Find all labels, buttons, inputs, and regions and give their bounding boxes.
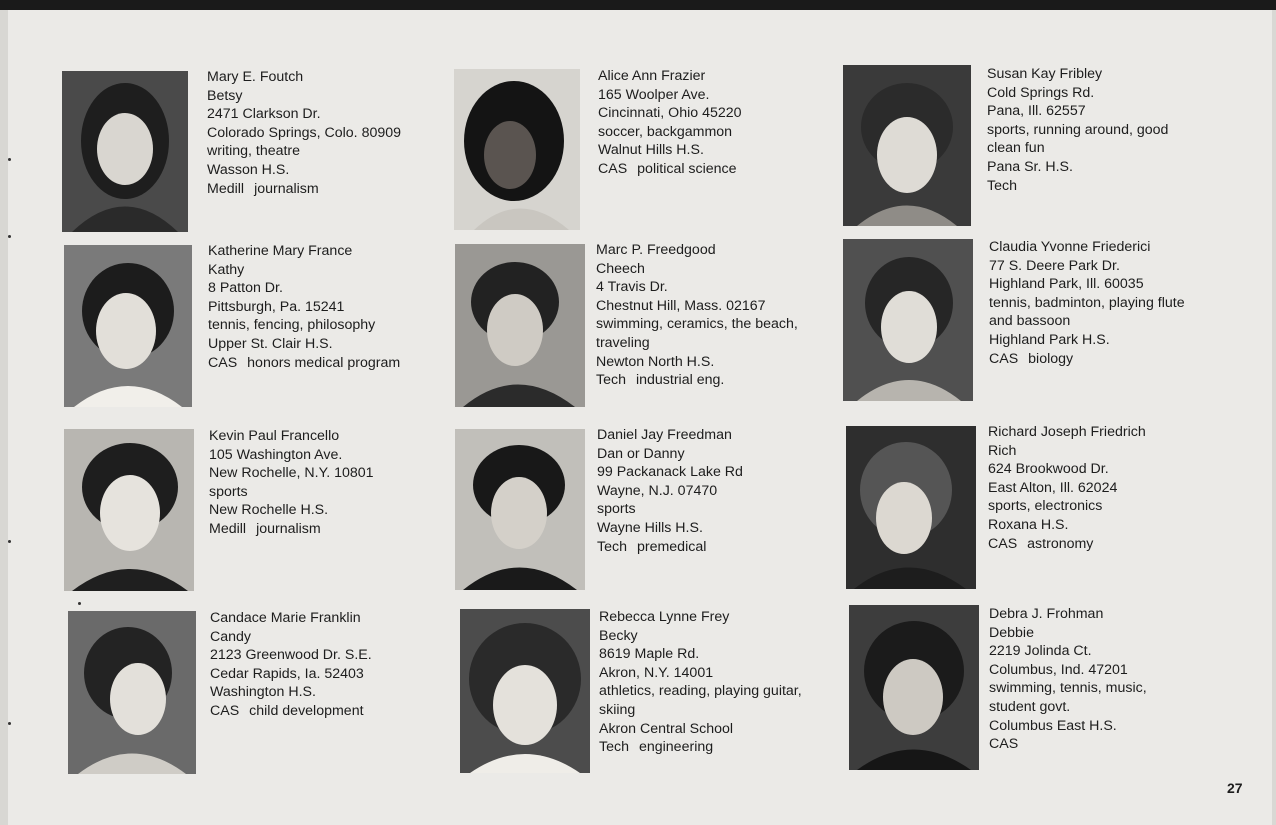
high-school: Wasson H.S. [207, 161, 290, 178]
activities: sports [597, 501, 636, 518]
city-state-zip: East Alton, Ill. 62024 [988, 479, 1118, 496]
nickname: Betsy [207, 87, 243, 104]
high-school: Highland Park H.S. [989, 331, 1110, 348]
activities: tennis, fencing, philosophy [208, 317, 376, 334]
page-number: 27 [1227, 780, 1243, 796]
student-entry [208, 242, 438, 372]
student-portrait-photo [843, 239, 973, 401]
college: CAS [988, 535, 1018, 552]
high-school: Walnut Hills H.S. [598, 142, 704, 159]
college-major [210, 702, 440, 721]
activities: soccer, backgammon [598, 123, 733, 140]
city-state-zip: Columbus, Ind. 47201 [989, 661, 1128, 678]
activities: sports, electronics [988, 498, 1103, 515]
student-entry [209, 427, 439, 539]
city-state-zip: Highland Park, Ill. 60035 [989, 276, 1144, 293]
binding-hole [8, 722, 11, 725]
student-portrait-photo [454, 69, 580, 230]
major: industrial eng. [635, 372, 725, 389]
student-portrait-photo [460, 609, 590, 773]
activities: sports, running around, good [987, 121, 1169, 138]
street-address: Cold Springs Rd. [987, 84, 1095, 101]
student-entry [989, 238, 1219, 368]
student-portrait-photo [64, 245, 192, 407]
city-state-zip: Pana, Ill. 62557 [987, 103, 1086, 120]
student-portrait-photo [846, 426, 976, 589]
student-name: Daniel Jay Freedman [597, 427, 732, 443]
college: CAS [989, 350, 1019, 367]
city-state-zip: Chestnut Hill, Mass. 02167 [596, 297, 766, 314]
activities-continued: traveling [596, 334, 650, 351]
high-school: Washington H.S. [210, 684, 316, 701]
college-major [208, 354, 438, 373]
scan-left-edge [0, 10, 8, 825]
street-address: 99 Packanack Lake Rd [597, 464, 743, 481]
scan-top-edge [0, 0, 1276, 10]
street-address: 624 Brookwood Dr. [988, 461, 1109, 478]
college-major [599, 738, 829, 757]
student-name: Candace Marie Franklin [210, 610, 361, 626]
binding-hole [8, 235, 11, 238]
major: biology [1028, 350, 1074, 367]
nickname: Debbie [989, 624, 1034, 641]
street-address: 4 Travis Dr. [596, 279, 668, 296]
print-speck [78, 602, 81, 605]
major: honors medical program [247, 354, 401, 371]
major: engineering [638, 739, 714, 756]
student-name: Claudia Yvonne Friederici [989, 239, 1151, 255]
college-major [596, 371, 826, 390]
city-state-zip: Pittsburgh, Pa. 15241 [208, 298, 345, 315]
activities-continued: student govt. [989, 698, 1071, 715]
nickname: Becky [599, 627, 638, 644]
activities: swimming, tennis, music, [989, 680, 1147, 697]
street-address: 105 Washington Ave. [209, 446, 343, 463]
activities-continued: and bassoon [989, 313, 1071, 330]
college-major [597, 538, 827, 557]
city-state-zip: Colorado Springs, Colo. 80909 [207, 124, 402, 141]
student-name: Kevin Paul Francello [209, 428, 340, 444]
city-state-zip: Wayne, N.J. 07470 [597, 482, 718, 499]
student-name: Susan Kay Fribley [987, 66, 1103, 82]
nickname: Kathy [208, 261, 245, 278]
student-name: Marc P. Freedgood [596, 242, 716, 258]
city-state-zip: New Rochelle, N.Y. 10801 [209, 465, 374, 482]
high-school: Columbus East H.S. [989, 717, 1117, 734]
student-portrait-photo [849, 605, 979, 770]
activities: sports [209, 483, 248, 500]
street-address: 2471 Clarkson Dr. [207, 106, 321, 123]
city-state-zip: Akron, N.Y. 14001 [599, 664, 714, 681]
student-entry [596, 241, 826, 390]
city-state-zip: Cincinnati, Ohio 45220 [598, 105, 742, 122]
college-major [988, 535, 1218, 554]
street-address: 2219 Jolinda Ct. [989, 643, 1092, 660]
student-entry [988, 423, 1218, 553]
nickname: Candy [210, 628, 252, 645]
student-entry [987, 65, 1217, 195]
major: premedical [636, 538, 707, 555]
student-portrait-photo [843, 65, 971, 226]
student-entry [207, 68, 437, 198]
city-state-zip: Cedar Rapids, Ia. 52403 [210, 665, 364, 682]
college: Tech [599, 739, 629, 756]
student-entry [210, 609, 440, 721]
college: CAS [210, 702, 240, 719]
student-entry [598, 67, 828, 179]
college: CAS [598, 160, 628, 177]
major: astronomy [1027, 535, 1094, 552]
college-major [207, 180, 437, 199]
street-address: 8 Patton Dr. [208, 280, 283, 297]
activities: tennis, badminton, playing flute [989, 294, 1185, 311]
street-address: 2123 Greenwood Dr. S.E. [210, 647, 372, 664]
nickname: Dan or Danny [597, 445, 685, 462]
street-address: 8619 Maple Rd. [599, 646, 700, 663]
college-major [989, 350, 1219, 369]
activities-continued: skiing [599, 701, 636, 718]
college: CAS [208, 354, 238, 371]
student-entry [599, 608, 829, 757]
college: Tech [987, 177, 1017, 194]
activities: athletics, reading, playing guitar, [599, 683, 802, 700]
student-portrait-photo [62, 71, 188, 232]
student-name: Rebecca Lynne Frey [599, 609, 730, 625]
street-address: 77 S. Deere Park Dr. [989, 257, 1120, 274]
activities: swimming, ceramics, the beach, [596, 316, 798, 333]
student-entry [989, 605, 1219, 754]
student-portrait-photo [455, 244, 585, 407]
binding-hole [8, 158, 11, 161]
high-school: Wayne Hills H.S. [597, 519, 703, 536]
high-school: Roxana H.S. [988, 516, 1069, 533]
college: Tech [596, 372, 626, 389]
student-name: Richard Joseph Friedrich [988, 424, 1146, 440]
major: political science [637, 160, 737, 177]
student-portrait-photo [64, 429, 194, 591]
activities: writing, theatre [207, 143, 301, 160]
college: Tech [597, 538, 627, 555]
activities-continued: clean fun [987, 140, 1045, 157]
student-name: Debra J. Frohman [989, 606, 1104, 622]
student-name: Mary E. Foutch [207, 69, 304, 85]
college-major [209, 520, 439, 539]
high-school: New Rochelle H.S. [209, 502, 329, 519]
high-school: Akron Central School [599, 720, 734, 737]
college-major [598, 160, 828, 179]
high-school: Pana Sr. H.S. [987, 158, 1073, 175]
major: journalism [254, 180, 319, 197]
nickname: Cheech [596, 260, 645, 277]
college: Medill [209, 520, 247, 537]
nickname: Rich [988, 442, 1017, 459]
student-name: Alice Ann Frazier [598, 68, 706, 84]
street-address: 165 Woolper Ave. [598, 86, 710, 103]
student-name: Katherine Mary France [208, 243, 353, 259]
high-school: Upper St. Clair H.S. [208, 335, 333, 352]
college: CAS [989, 736, 1019, 753]
major: journalism [256, 520, 321, 537]
student-portrait-photo [455, 429, 585, 590]
student-portrait-photo [68, 611, 196, 774]
student-entry [597, 426, 827, 556]
major: child development [249, 702, 364, 719]
high-school: Newton North H.S. [596, 353, 715, 370]
binding-hole [8, 540, 11, 543]
scan-right-edge [1272, 10, 1276, 825]
college: Medill [207, 180, 245, 197]
